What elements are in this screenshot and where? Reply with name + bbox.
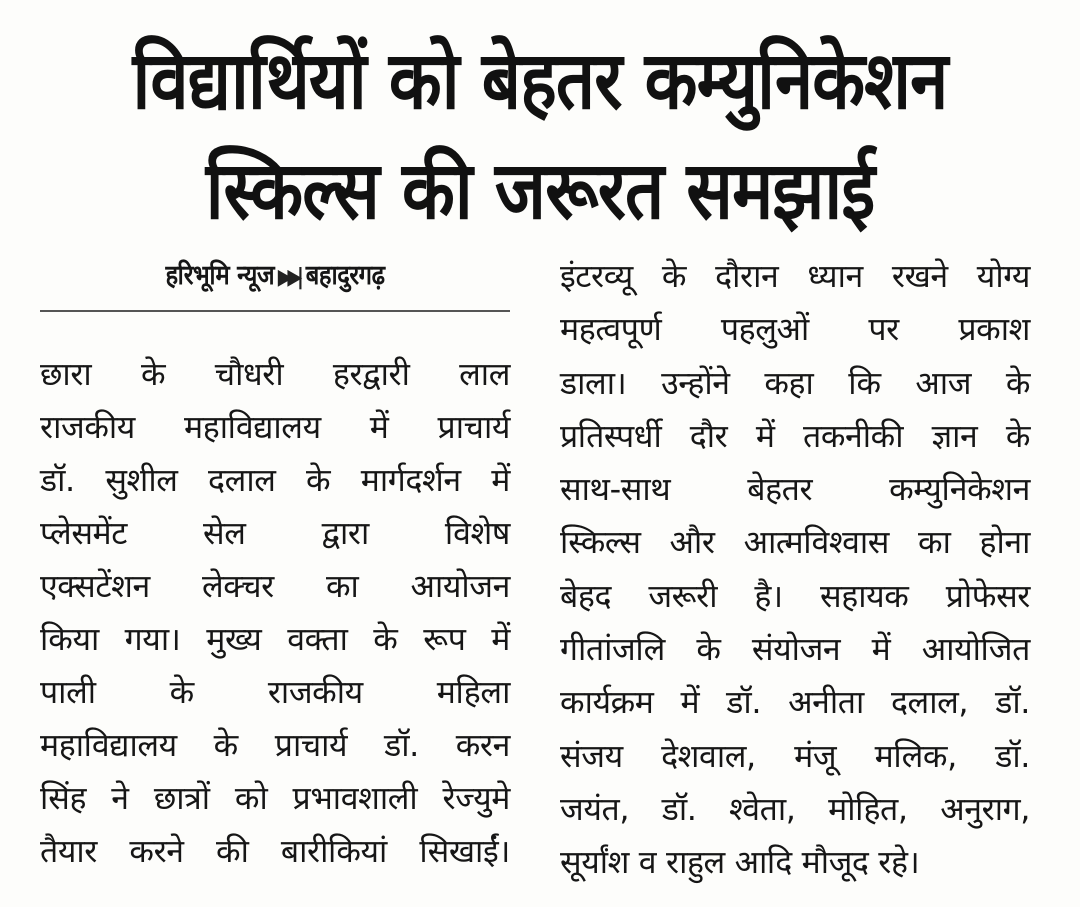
text-line: राजकीय महाविद्यालय में प्राचार्य — [40, 408, 510, 446]
text-line: स्किल्स और आत्मविश्वास का होना — [560, 523, 1030, 562]
headline-line-2: स्किल्स की जरूरत समझाई — [205, 144, 875, 237]
text-line: इंटरव्यू के दौरान ध्यान रखने योग्य — [560, 257, 1030, 295]
text-line: कार्यक्रम में डॉ. अनीता दलाल, डॉ. — [560, 683, 1030, 722]
text-line: डाला। उन्होंने कहा कि आज के — [560, 363, 1030, 402]
byline-location: बहादुरगढ़ — [305, 260, 385, 291]
text-line: प्लेसमेंट सेल द्वारा विशेष — [40, 514, 510, 552]
article-column-left — [40, 250, 510, 878]
article-column-right — [560, 250, 1030, 890]
text-line: एक्सटेंशन लेक्चर का आयोजन — [40, 567, 510, 605]
text-line: बेहद जरूरी है। सहायक प्रोफेसर — [560, 576, 1030, 615]
text-line: सूर्यांश व राहुल आदि मौजूद रहे। — [560, 843, 920, 882]
text-line: प्रतिस्पर्धी दौर में तकनीकी ज्ञान के — [560, 416, 1030, 455]
text-line: साथ-साथ बेहतर कम्युनिकेशन — [560, 470, 1030, 509]
text-line: संजय देशवाल, मंजू मलिक, डॉ. — [560, 736, 1030, 775]
byline-source: हरिभूमि न्यूज — [165, 260, 275, 291]
byline — [68, 250, 482, 302]
text-line: महत्वपूर्ण पहलुओं पर प्रकाश — [560, 310, 1030, 349]
left-column-body — [40, 348, 510, 878]
byline-divider — [40, 310, 510, 312]
text-line: महाविद्यालय के प्राचार्य डॉ. करन — [40, 726, 510, 764]
text-line: छारा के चौधरी हरद्वारी लाल — [40, 355, 510, 393]
text-line: किया गया। मुख्य वक्ता के रूप में — [40, 620, 510, 658]
text-line: सिंह ने छात्रों को प्रभावशाली रेज्युमे — [40, 779, 510, 817]
headline-line-1: विद्यार्थियों को बेहतर कम्युनिकेशन — [132, 34, 948, 127]
text-line: गीतांजलि के संयोजन में आयोजित — [560, 630, 1030, 669]
text-line: जयंत, डॉ. श्वेता, मोहित, अनुराग, — [560, 789, 1030, 828]
text-line: डॉ. सुशील दलाल के मार्गदर्शन में — [40, 461, 510, 499]
text-line: पाली के राजकीय महिला — [40, 673, 510, 711]
text-line: तैयार करने की बारीकियां सिखाईं। — [40, 832, 510, 870]
double-arrow-icon: ▶▶| — [277, 265, 299, 290]
